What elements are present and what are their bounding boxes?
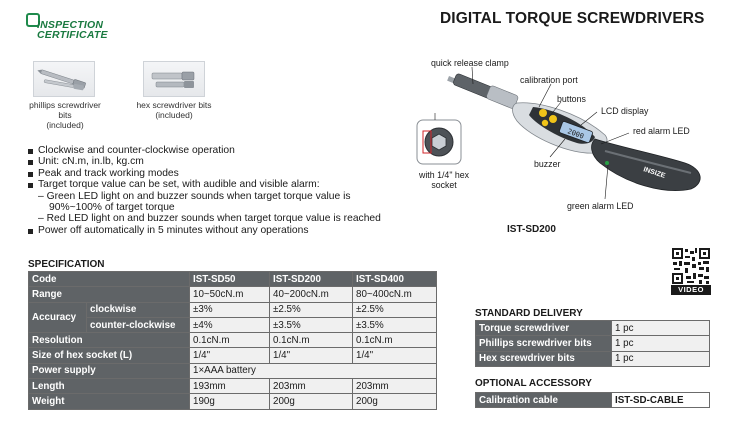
spec-label: Length bbox=[29, 379, 190, 394]
spec-label: Weight bbox=[29, 394, 190, 409]
table-row bbox=[29, 333, 437, 348]
callout-buttons: buttons bbox=[557, 94, 586, 104]
spec-sublabel: counter-clockwise bbox=[87, 317, 190, 332]
spec-value: 203mm bbox=[353, 379, 437, 394]
certificate-text: INSPECTION CERTIFICATE bbox=[37, 19, 108, 41]
delivery-item: Torque screwdriver bbox=[476, 321, 612, 336]
delivery-qty: 1 pc bbox=[612, 351, 710, 366]
callout-buzzer: buzzer bbox=[534, 159, 561, 169]
specification-table bbox=[28, 271, 437, 410]
spec-value: 80~400cN.m bbox=[353, 287, 437, 302]
spec-value: ±2.5% bbox=[353, 302, 437, 317]
table-row bbox=[29, 302, 437, 317]
feature-subitem: – Green LED light on and buzzer sounds when target torque value is bbox=[38, 190, 351, 202]
spec-value: 0.1cN.m bbox=[270, 333, 353, 348]
spec-sublabel: clockwise bbox=[87, 302, 190, 317]
spec-value: 190g bbox=[190, 394, 270, 409]
callout-lcd-display: LCD display bbox=[601, 106, 649, 116]
table-row bbox=[29, 348, 437, 363]
feature-item: Unit: cN.m, in.lb, kg.cm bbox=[28, 156, 381, 167]
video-label[interactable]: VIDEO bbox=[671, 285, 711, 295]
callout-calibration-port: calibration port bbox=[520, 75, 578, 85]
callout-quick-release-clamp: quick release clamp bbox=[431, 58, 509, 68]
feature-item: Peak and track working modes bbox=[28, 168, 381, 179]
spec-code-label: Code bbox=[29, 272, 190, 287]
delivery-qty: 1 pc bbox=[612, 321, 710, 336]
spec-model: IST-SD400 bbox=[353, 272, 437, 287]
svg-text:2000: 2000 bbox=[566, 127, 585, 141]
standard-delivery-table bbox=[475, 320, 710, 367]
spec-model: IST-SD50 bbox=[190, 272, 270, 287]
feature-subitem: – Red LED light on and buzzer sounds when target torque value is reached bbox=[38, 213, 381, 225]
spec-value: ±3.5% bbox=[353, 317, 437, 332]
hex-bits-caption: hex screwdriver bits (included) bbox=[136, 100, 212, 120]
table-row bbox=[29, 379, 437, 394]
spec-value: 203mm bbox=[270, 379, 353, 394]
standard-delivery-title: STANDARD DELIVERY bbox=[475, 308, 583, 319]
spec-label: Resolution bbox=[29, 333, 190, 348]
phillips-bits-caption: phillips screwdriver bits (included) bbox=[29, 100, 101, 130]
delivery-item: Hex screwdriver bits bbox=[476, 351, 612, 366]
page-title: DIGITAL TORQUE SCREWDRIVERS bbox=[440, 10, 705, 27]
table-row bbox=[29, 363, 437, 378]
spec-label: Accuracy bbox=[29, 302, 87, 333]
spec-model: IST-SD200 bbox=[270, 272, 353, 287]
hex-bits-image bbox=[143, 61, 205, 97]
table-row bbox=[29, 317, 437, 332]
specification-title: SPECIFICATION bbox=[28, 259, 105, 270]
spec-label: Size of hex socket (L) bbox=[29, 348, 190, 363]
callout-red-alarm-led: red alarm LED bbox=[633, 126, 690, 136]
table-row bbox=[29, 272, 437, 287]
accessory-item: Calibration cable bbox=[476, 393, 612, 408]
feature-item: Clockwise and counter-clockwise operation bbox=[28, 145, 381, 156]
brand-logo: INSIZE bbox=[642, 166, 667, 180]
feature-item: Power off automatically in 5 minutes without any operations bbox=[28, 225, 381, 236]
optional-accessory-table bbox=[475, 392, 710, 408]
table-row bbox=[476, 336, 710, 351]
table-row bbox=[29, 287, 437, 302]
spec-value: 200g bbox=[353, 394, 437, 409]
table-row bbox=[29, 394, 437, 409]
spec-value: 0.1cN.m bbox=[190, 333, 270, 348]
accessory-code: IST-SD-CABLE bbox=[612, 393, 710, 408]
table-row bbox=[476, 351, 710, 366]
spec-label: Power supply bbox=[29, 363, 190, 378]
spec-value: 1/4" bbox=[190, 348, 270, 363]
feature-list bbox=[28, 145, 381, 236]
feature-subitem-cont: 90%~100% of target torque bbox=[49, 202, 175, 214]
spec-value: 1/4" bbox=[270, 348, 353, 363]
spec-value: 40~200cN.m bbox=[270, 287, 353, 302]
feature-item: Target torque value can be set, with audible and visible alarm: bbox=[28, 179, 381, 190]
spec-value: ±2.5% bbox=[270, 302, 353, 317]
spec-label: Range bbox=[29, 287, 190, 302]
table-row bbox=[476, 393, 710, 408]
callout-green-alarm-led: green alarm LED bbox=[567, 201, 634, 211]
spec-value: 193mm bbox=[190, 379, 270, 394]
delivery-qty: 1 pc bbox=[612, 336, 710, 351]
model-name: IST-SD200 bbox=[507, 224, 556, 235]
spec-value: ±3% bbox=[190, 302, 270, 317]
inspection-certificate-badge bbox=[26, 13, 122, 43]
spec-value: 0.1cN.m bbox=[353, 333, 437, 348]
spec-value: ±4% bbox=[190, 317, 270, 332]
spec-value: 1×AAA battery bbox=[190, 363, 437, 378]
phillips-bits-image bbox=[33, 61, 95, 97]
delivery-item: Phillips screwdriver bits bbox=[476, 336, 612, 351]
spec-value: 200g bbox=[270, 394, 353, 409]
spec-value: 10~50cN.m bbox=[190, 287, 270, 302]
spec-value: 1/4" bbox=[353, 348, 437, 363]
optional-accessory-title: OPTIONAL ACCESSORY bbox=[475, 378, 592, 389]
table-row bbox=[476, 321, 710, 336]
callout-hex-socket: with 1/4" hex socket bbox=[419, 170, 470, 190]
product-illustration bbox=[405, 55, 710, 225]
spec-value: ±3.5% bbox=[270, 317, 353, 332]
